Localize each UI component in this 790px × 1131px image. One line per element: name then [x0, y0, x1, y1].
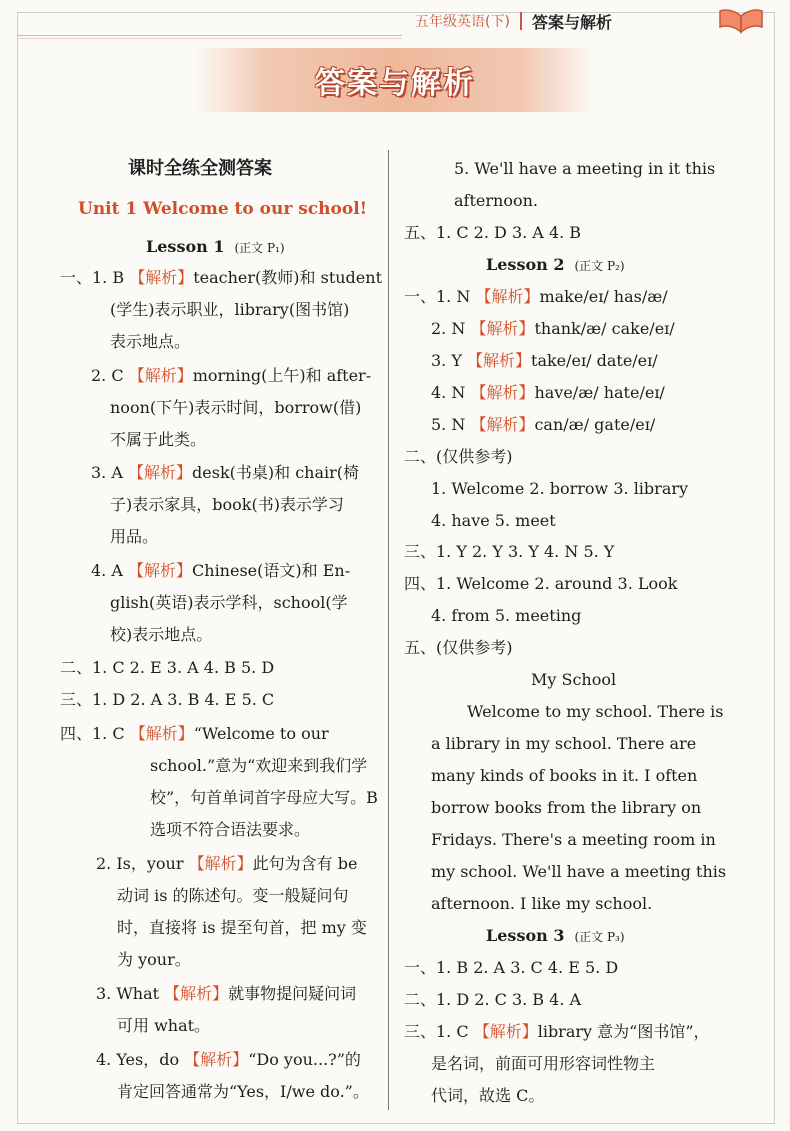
answer-line: 一、1. N 【解析】make/eɪ/ has/æ/	[404, 287, 668, 306]
header-subject: 五年级英语(下)	[415, 14, 510, 30]
answer-line: (学生)表示职业，library(图书馆)	[110, 300, 350, 319]
answer-line: 代词，故选 C。	[431, 1086, 545, 1105]
answer-line: 四、1. C 【解析】“Welcome to our	[60, 724, 329, 743]
essay-line: Welcome to my school. There is	[467, 702, 724, 721]
essay-line: Fridays. There's a meeting room in	[431, 830, 716, 849]
answer-line: 校)表示地点。	[110, 625, 213, 644]
answer-line: 肯定回答通常为“Yes，I/we do.”。	[117, 1082, 369, 1101]
answer-line: 3. A 【解析】desk(书桌)和 chair(椅	[91, 463, 360, 482]
lesson-1-ref: (正文 P₁)	[234, 241, 285, 255]
answer-line: 用品。	[110, 527, 159, 546]
essay-line: borrow books from the library on	[431, 798, 702, 817]
essay-line: a library in my school. There are	[431, 734, 697, 753]
lesson-1-heading	[146, 236, 285, 259]
answer-line: 三、1. D 2. A 3. B 4. E 5. C	[60, 690, 275, 709]
answer-line: glish(英语)表示学科，school(学	[110, 593, 348, 612]
header-separator	[520, 12, 522, 30]
lesson-3-ref: (正文 P₃)	[574, 930, 625, 944]
answer-line: 为 your。	[117, 950, 191, 969]
analysis-marker: 【解析】	[128, 561, 193, 580]
answer-line: 选项不符合语法要求。	[150, 820, 311, 839]
answer-line: 五、1. C 2. D 3. A 4. B	[404, 223, 582, 242]
answer-line: 子)表示家具，book(书)表示学习	[110, 495, 344, 514]
answer-line: 4. Yes，do 【解析】“Do you...?”的	[96, 1050, 361, 1069]
analysis-marker: 【解析】	[475, 287, 540, 306]
answer-line: 校”，句首单词首字母应大写。B	[150, 788, 378, 807]
analysis-marker: 【解析】	[128, 366, 193, 385]
answer-line: 4. have 5. meet	[431, 511, 556, 530]
answer-line: school.”意为“欢迎来到我们学	[150, 756, 368, 775]
analysis-marker: 【解析】	[184, 1050, 249, 1069]
header-section: 答案与解析	[531, 12, 612, 32]
answer-line: 动词 is 的陈述句。变一般疑问句	[117, 886, 349, 905]
analysis-marker: 【解析】	[473, 1022, 538, 1041]
open-book-icon	[718, 6, 764, 36]
analysis-marker: 【解析】	[470, 383, 535, 402]
analysis-marker: 【解析】	[470, 319, 535, 338]
answer-line: 3. What 【解析】就事物提问疑问词	[96, 984, 357, 1003]
answer-line: 是名词，前面可用形容词性物主	[431, 1054, 656, 1073]
analysis-marker: 【解析】	[164, 984, 229, 1003]
analysis-marker: 【解析】	[129, 268, 194, 287]
answer-line: 表示地点。	[110, 332, 191, 351]
analysis-marker: 【解析】	[467, 351, 532, 370]
answer-line: noon(下午)表示时间，borrow(借)	[110, 398, 362, 417]
answer-line: 1. Welcome 2. borrow 3. library	[431, 479, 689, 498]
answer-line: 2. N 【解析】thank/æ/ cake/eɪ/	[431, 319, 675, 338]
answer-line: 5. N 【解析】can/æ/ gate/eɪ/	[431, 415, 656, 434]
essay-line: my school. We'll have a meeting this	[431, 862, 727, 881]
lesson-2-heading	[486, 254, 625, 277]
answer-line: 2. Is，your 【解析】此句为含有 be	[96, 854, 358, 873]
answer-line: 二、1. D 2. C 3. B 4. A	[404, 990, 582, 1009]
column-divider	[388, 150, 389, 1110]
answer-line: 五、(仅供参考)	[404, 638, 513, 657]
answer-line: 4. N 【解析】have/æ/ hate/eɪ/	[431, 383, 665, 402]
essay-line: many kinds of books in it. I often	[431, 766, 698, 785]
lesson-3-title: Lesson 3	[486, 926, 565, 945]
answer-line: 不属于此类。	[110, 430, 207, 449]
answer-line: 二、1. C 2. E 3. A 4. B 5. D	[60, 658, 275, 677]
analysis-marker: 【解析】	[129, 724, 194, 743]
answer-line: 时，直接将 is 提至句首，把 my 变	[117, 918, 367, 937]
answer-line: 可用 what。	[117, 1016, 211, 1035]
answer-line: 4. A 【解析】Chinese(语文)和 En-	[91, 561, 351, 580]
section-title: 课时全练全测答案	[128, 158, 272, 179]
answer-line: 2. C 【解析】morning(上午)和 after-	[91, 366, 372, 385]
lesson-2-ref: (正文 P₂)	[574, 259, 625, 273]
lesson-1-title: Lesson 1	[146, 237, 225, 256]
title-banner	[195, 48, 595, 112]
header-rule	[17, 35, 402, 36]
answer-line: 5. We'll have a meeting in it this	[454, 159, 716, 178]
analysis-marker: 【解析】	[188, 854, 253, 873]
answer-line: afternoon.	[454, 191, 538, 210]
lesson-2-title: Lesson 2	[486, 255, 565, 274]
answer-line: 一、1. B 【解析】teacher(教师)和 student	[60, 268, 383, 287]
answer-line: 四、1. Welcome 2. around 3. Look	[404, 574, 678, 593]
answer-line: 三、1. Y 2. Y 3. Y 4. N 5. Y	[404, 542, 615, 561]
essay-title: My School	[531, 670, 617, 689]
answer-line: 二、(仅供参考)	[404, 447, 513, 466]
answer-line: 3. Y 【解析】take/eɪ/ date/eɪ/	[431, 351, 658, 370]
answer-line: 4. from 5. meeting	[431, 606, 582, 625]
lesson-3-heading	[486, 925, 625, 948]
analysis-marker: 【解析】	[128, 463, 193, 482]
banner-title: 答案与解析	[315, 66, 475, 101]
unit-title: Unit 1 Welcome to our school!	[78, 199, 368, 219]
analysis-marker: 【解析】	[470, 415, 535, 434]
essay-line: afternoon. I like my school.	[431, 894, 653, 913]
answer-line: 三、1. C 【解析】library 意为“图书馆”，	[404, 1022, 710, 1041]
header-rule-2	[17, 38, 402, 39]
answer-line: 一、1. B 2. A 3. C 4. E 5. D	[404, 958, 619, 977]
